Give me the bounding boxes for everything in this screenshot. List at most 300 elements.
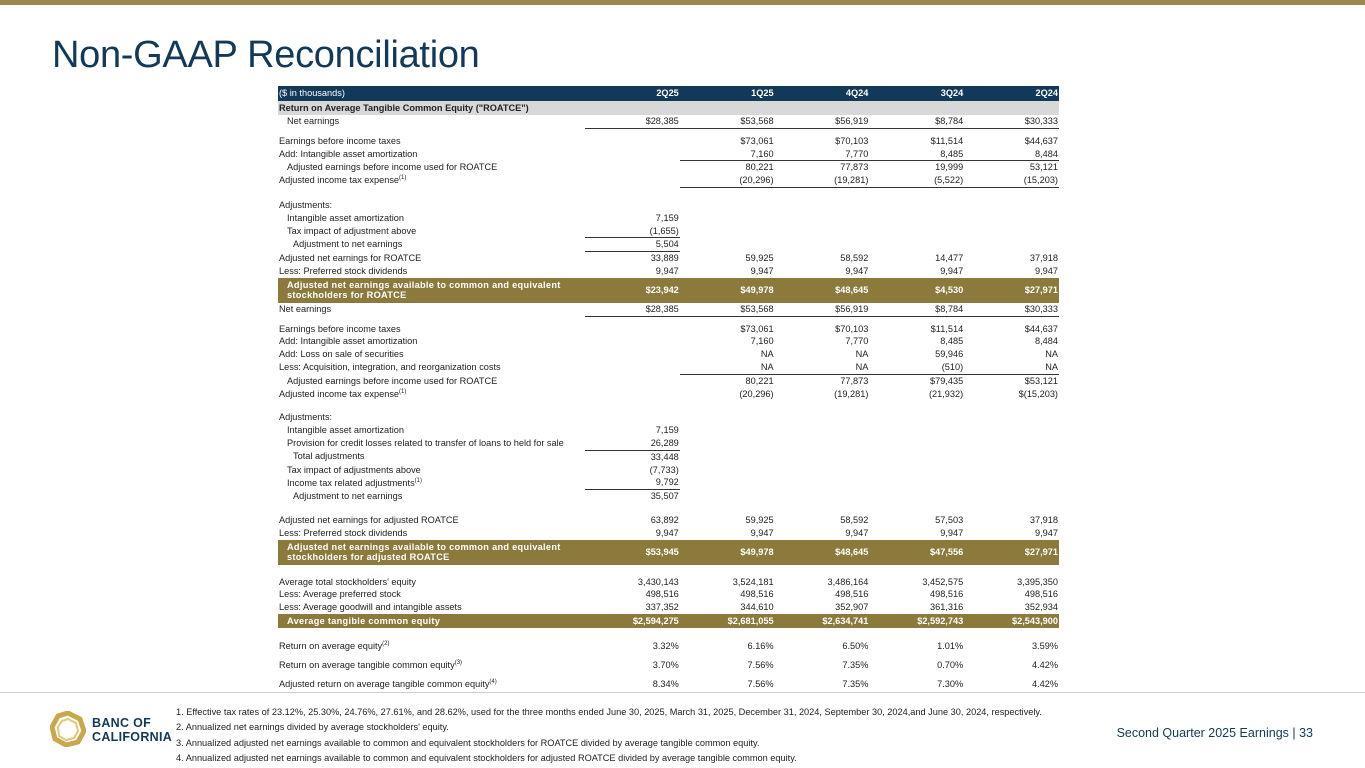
row-label-text: Adjustment to net earnings xyxy=(293,490,403,501)
table-cell xyxy=(964,424,1059,437)
table-row xyxy=(278,323,1059,336)
row-label-text: Return on average equity xyxy=(279,640,383,651)
units-label: ($ in thousands) xyxy=(278,86,585,101)
row-label-text: Adjusted net earnings for adjusted ROATCE xyxy=(279,514,459,525)
row-label xyxy=(278,252,585,265)
page-title: Non-GAAP Reconciliation xyxy=(52,34,480,76)
row-label xyxy=(278,265,585,278)
table-cell: $2,681,055 xyxy=(680,614,775,628)
table-cell: 33,448 xyxy=(650,451,679,462)
table-cell xyxy=(775,437,870,450)
table-cell xyxy=(775,490,870,503)
table-cell: $8,784 xyxy=(869,303,964,316)
table-cell: 9,947 xyxy=(750,527,774,538)
table-cell: 58,592 xyxy=(840,252,869,263)
table-row xyxy=(278,265,1059,278)
table-cell: 9,947 xyxy=(1035,527,1058,538)
table-cell: (15,203) xyxy=(964,174,1059,187)
table-cell xyxy=(585,388,680,401)
table-cell: $49,978 xyxy=(680,278,775,303)
logo-line1: BANC OF xyxy=(92,716,152,730)
table-cell: $23,942 xyxy=(585,278,680,303)
table-row xyxy=(278,411,1059,424)
footnote-ref: (1) xyxy=(399,388,407,395)
table-row xyxy=(278,527,1059,540)
table-cell xyxy=(869,490,964,503)
table-cell: (7,733) xyxy=(649,464,679,475)
table-row xyxy=(278,540,1059,565)
table-cell: 498,516 xyxy=(1024,589,1058,600)
table-cell xyxy=(869,476,964,489)
table-row xyxy=(278,161,1059,174)
row-label-text: Adjusted net earnings available to common and equivalent stockholders for adjusted ROATCE xyxy=(287,541,561,563)
table-cell: 3.32% xyxy=(652,640,679,651)
table-cell: $53,121 xyxy=(1024,375,1058,386)
table-cell: $53,568 xyxy=(680,303,775,316)
table-cell: 498,516 xyxy=(835,589,869,600)
row-label-text: Adjusted earnings before income used for ROATCE xyxy=(287,375,498,386)
table-cell: 19,999 xyxy=(935,162,964,173)
column-header: 2Q24 xyxy=(964,86,1059,101)
table-cell: NA xyxy=(775,361,870,374)
table-cell xyxy=(869,424,964,437)
table-cell: $4,530 xyxy=(869,278,964,303)
table-cell: 7,159 xyxy=(655,212,679,223)
row-label-text: Adjusted net earnings for ROATCE xyxy=(279,252,422,263)
table-row xyxy=(278,199,1059,212)
column-header: 4Q24 xyxy=(775,86,870,101)
table-cell: $48,645 xyxy=(775,540,870,565)
table-cell: 80,221 xyxy=(745,162,774,173)
table-cell: $73,061 xyxy=(740,323,774,334)
row-label xyxy=(278,637,585,656)
table-cell: $11,514 xyxy=(930,323,964,334)
table-cell: $56,919 xyxy=(775,303,870,316)
table-header-row xyxy=(278,86,1059,101)
table-cell: 7.56% xyxy=(747,678,774,689)
table-row xyxy=(278,252,1059,265)
table-cell: (20,296) xyxy=(739,388,774,399)
table-row xyxy=(278,135,1059,148)
table-row xyxy=(278,278,1059,303)
table-cell: $49,978 xyxy=(680,540,775,565)
section-title-row xyxy=(278,101,1059,115)
top-accent-bar xyxy=(0,0,1365,5)
table-cell: $27,971 xyxy=(964,278,1059,303)
table-cell: 0.70% xyxy=(937,659,964,670)
table-cell xyxy=(585,348,680,361)
table-cell xyxy=(964,212,1059,225)
table-cell: 9,947 xyxy=(750,265,774,276)
table-row xyxy=(278,565,1059,576)
row-label-text: Tax impact of adjustment above xyxy=(287,225,417,236)
footnote: 3. Annualized adjusted net earnings available to common and equivalent stockholders for ROATCE divided by average tangible common equity. xyxy=(176,737,760,748)
table-cell: $(15,203) xyxy=(1018,388,1058,399)
table-cell: 77,873 xyxy=(840,162,869,173)
row-label xyxy=(278,656,585,675)
table-cell: 4.42% xyxy=(1031,659,1058,670)
row-label xyxy=(278,514,585,527)
row-label xyxy=(278,540,585,565)
row-label-text: Earnings before income taxes xyxy=(279,135,401,146)
table-cell: $8,784 xyxy=(869,115,964,128)
row-label-text: Add: Intangible asset amortization xyxy=(279,148,418,159)
table-row xyxy=(278,450,1059,463)
table-cell: 498,516 xyxy=(929,589,964,600)
table-cell: 3,452,575 xyxy=(922,576,964,587)
table-cell xyxy=(869,464,964,477)
table-cell xyxy=(680,225,775,238)
table-cell: $2,594,275 xyxy=(585,614,680,628)
table-cell: NA xyxy=(964,361,1059,374)
row-label xyxy=(278,476,585,489)
row-label-text: Adjusted earnings before income used for ROATCE xyxy=(287,162,498,173)
footnote: 2. Annualized net earnings divided by average stockholders' equity. xyxy=(176,722,449,733)
table-cell: 7.56% xyxy=(747,659,774,670)
table-cell xyxy=(869,212,964,225)
table-cell: 1.01% xyxy=(937,640,964,651)
table-row xyxy=(278,514,1059,527)
row-label xyxy=(278,424,585,437)
table-cell xyxy=(775,225,870,238)
footer-divider xyxy=(0,692,1365,693)
table-row xyxy=(278,601,1059,614)
table-row xyxy=(278,335,1059,348)
row-label-text: Adjusted return on average tangible common equity xyxy=(279,678,490,689)
table-row xyxy=(278,400,1059,411)
table-cell: $11,514 xyxy=(930,135,964,146)
table-cell xyxy=(964,490,1059,503)
table-cell xyxy=(964,450,1059,463)
footnotes xyxy=(176,705,1042,766)
table-row xyxy=(278,148,1059,161)
table-cell: (19,281) xyxy=(775,174,870,187)
row-label xyxy=(278,374,585,387)
table-cell: 35,507 xyxy=(650,491,679,502)
row-label xyxy=(278,614,585,628)
row-label-text: Earnings before income taxes xyxy=(279,323,401,334)
table-row xyxy=(278,628,1059,637)
table-cell: 7.35% xyxy=(842,659,869,670)
table-cell: NA xyxy=(760,349,774,360)
table-cell: 14,477 xyxy=(935,252,964,263)
table-cell xyxy=(585,361,680,374)
table-cell xyxy=(775,238,870,252)
row-label xyxy=(278,527,585,540)
row-label xyxy=(278,303,585,316)
column-header: 3Q24 xyxy=(869,86,964,101)
table-cell: $48,645 xyxy=(775,278,870,303)
table-cell: $2,634,741 xyxy=(775,614,870,628)
bank-logo xyxy=(50,711,190,749)
table-cell: 9,947 xyxy=(940,527,964,538)
table-cell: 3.70% xyxy=(652,659,679,670)
table-row xyxy=(278,503,1059,514)
table-row xyxy=(278,374,1059,387)
table-cell: (21,932) xyxy=(928,388,964,399)
footnote-ref: (1) xyxy=(399,175,407,182)
table-cell xyxy=(869,437,964,450)
table-row xyxy=(278,348,1059,361)
column-header: 2Q25 xyxy=(585,86,680,101)
row-label xyxy=(278,212,585,225)
table-row xyxy=(278,656,1059,675)
table-cell: 59,925 xyxy=(745,252,774,263)
row-label-text: Net earnings xyxy=(287,116,340,127)
row-label xyxy=(278,323,585,336)
table-row xyxy=(278,490,1059,503)
row-label xyxy=(278,388,585,401)
row-label xyxy=(278,238,585,252)
row-label xyxy=(278,588,585,601)
table-cell: 59,925 xyxy=(745,514,774,525)
table-row xyxy=(278,115,1059,128)
reconciliation-table xyxy=(278,86,1059,694)
table-cell xyxy=(964,437,1059,450)
table-cell: 26,289 xyxy=(585,437,680,450)
table-cell: 7.35% xyxy=(842,678,869,689)
table-cell: $44,637 xyxy=(1024,323,1058,334)
table-cell xyxy=(680,424,775,437)
table-cell: 6.16% xyxy=(747,640,774,651)
row-label xyxy=(278,348,585,361)
row-label-text: Less: Acquisition, integration, and reorganization costs xyxy=(279,362,501,373)
row-label xyxy=(278,335,585,348)
table-cell xyxy=(680,490,775,503)
footnote: 4. Annualized adjusted net earnings available to common and equivalent stockholders for adjusted ROATCE divided by average tangible common equity. xyxy=(176,752,797,763)
table-cell: NA xyxy=(680,361,775,374)
table-cell: 5,504 xyxy=(585,238,680,252)
table-row xyxy=(278,588,1059,601)
table-cell: $79,435 xyxy=(929,375,964,386)
table-row xyxy=(278,476,1059,489)
table-cell: $28,385 xyxy=(585,303,680,316)
table-row xyxy=(278,361,1059,374)
table-cell: $53,945 xyxy=(585,540,680,565)
table-cell: 8,485 xyxy=(940,336,964,347)
row-label-text: Total adjustments xyxy=(293,451,365,462)
table-cell: $56,919 xyxy=(775,115,870,128)
table-cell: 9,947 xyxy=(845,265,869,276)
table-cell: 9,947 xyxy=(1035,265,1058,276)
footnote-ref: (2) xyxy=(382,640,390,647)
logo-line2: CALIFORNIA xyxy=(92,730,173,744)
row-label-text: Intangible asset amortization xyxy=(287,212,404,223)
table-cell xyxy=(775,464,870,477)
table-cell: $2,592,743 xyxy=(869,614,964,628)
table-cell: 53,121 xyxy=(1029,162,1058,173)
table-cell: 7,770 xyxy=(775,148,870,161)
table-cell: $30,333 xyxy=(964,303,1059,316)
table-cell: 80,221 xyxy=(745,375,774,386)
table-cell: 352,934 xyxy=(1024,602,1058,613)
table-cell xyxy=(964,476,1059,489)
table-cell xyxy=(775,424,870,437)
row-label-text: Tax impact of adjustments above xyxy=(287,464,421,475)
table-cell xyxy=(585,148,680,161)
table-row xyxy=(278,238,1059,252)
table-cell xyxy=(680,238,775,252)
row-label xyxy=(278,278,585,303)
table-cell: 8.34% xyxy=(652,678,679,689)
row-label xyxy=(278,174,585,187)
footnote-ref: (4) xyxy=(489,678,497,685)
footnote-ref: (1) xyxy=(414,477,423,484)
row-label-text: Income tax related adjustments xyxy=(287,477,415,488)
row-label-text: Adjustment to net earnings xyxy=(293,239,403,250)
row-label-text: Less: Average goodwill and intangible assets xyxy=(279,602,462,613)
table-cell: $53,568 xyxy=(680,115,775,128)
row-label xyxy=(278,437,585,450)
table-cell xyxy=(775,212,870,225)
table-cell: 3,395,350 xyxy=(1017,576,1058,587)
table-cell xyxy=(680,437,775,450)
table-cell xyxy=(680,476,775,489)
table-cell xyxy=(680,464,775,477)
table-cell: $70,103 xyxy=(835,323,869,334)
row-label xyxy=(278,148,585,161)
table-cell: 3,524,181 xyxy=(732,576,774,587)
row-label: Adjustments: xyxy=(279,199,333,210)
table-row xyxy=(278,212,1059,225)
table-cell: NA xyxy=(1045,349,1058,360)
row-label-text: Return on average tangible common equity xyxy=(279,659,455,670)
table-cell: 37,918 xyxy=(1029,252,1058,263)
table-cell: 4.42% xyxy=(1031,678,1058,689)
table-cell xyxy=(585,174,680,187)
table-cell: 8,484 xyxy=(1035,336,1058,347)
table-cell xyxy=(775,450,870,463)
table-cell: 77,873 xyxy=(840,375,869,386)
row-label-text: Net earnings xyxy=(279,304,332,315)
table-cell: (1,655) xyxy=(585,225,680,238)
table-row xyxy=(278,225,1059,238)
row-label xyxy=(278,576,585,589)
footnote-ref: (3) xyxy=(454,659,463,666)
row-label xyxy=(278,601,585,614)
table-cell xyxy=(964,225,1059,238)
table-cell: 9,792 xyxy=(585,476,680,489)
table-cell: 352,907 xyxy=(835,602,869,613)
row-label-text: Intangible asset amortization xyxy=(287,425,404,436)
table-row xyxy=(278,637,1059,656)
table-cell xyxy=(585,374,680,387)
table-cell: 9,947 xyxy=(655,527,679,538)
table-cell: 361,316 xyxy=(929,602,964,613)
table-cell: 3.59% xyxy=(1031,640,1058,651)
table-cell xyxy=(585,323,680,336)
table-cell: 8,484 xyxy=(964,148,1059,161)
table-row xyxy=(278,187,1059,199)
table-cell: 57,503 xyxy=(935,514,964,525)
row-label xyxy=(278,135,585,148)
table-cell: $2,543,900 xyxy=(964,614,1059,628)
row-label xyxy=(278,490,585,503)
table-row xyxy=(278,464,1059,477)
table-cell xyxy=(775,476,870,489)
table-cell: 7,160 xyxy=(750,336,774,347)
row-label: Adjustments: xyxy=(279,412,333,423)
table-cell: 9,947 xyxy=(845,527,869,538)
row-label-text: Adjusted net earnings available to common and equivalent stockholders for ROATCE xyxy=(287,279,561,301)
row-label xyxy=(278,161,585,174)
row-label xyxy=(278,450,585,463)
table-cell: $70,103 xyxy=(835,135,869,146)
table-cell xyxy=(869,225,964,238)
table-cell: 9,947 xyxy=(655,265,679,276)
table-row xyxy=(278,576,1059,589)
row-label xyxy=(278,225,585,238)
table-cell: $30,333 xyxy=(964,115,1059,128)
table-cell: 337,352 xyxy=(645,602,679,613)
table-cell: 7,159 xyxy=(655,425,679,436)
table-cell: $47,556 xyxy=(869,540,964,565)
table-cell: (510) xyxy=(869,361,964,374)
table-cell: $27,971 xyxy=(964,540,1059,565)
table-cell: 498,516 xyxy=(740,589,774,600)
row-label-text: Provision for credit losses related to transfer of loans to held for sale xyxy=(287,438,564,449)
table-cell: 7,160 xyxy=(680,148,775,161)
row-label-text: Average total stockholders' equity xyxy=(279,576,416,587)
row-label-text: Less: Average preferred stock xyxy=(279,589,401,600)
table-cell: $44,637 xyxy=(1024,135,1058,146)
table-cell xyxy=(585,335,680,348)
table-cell xyxy=(869,238,964,252)
row-label xyxy=(278,115,585,128)
row-label-text: Less: Preferred stock dividends xyxy=(279,265,408,276)
row-label xyxy=(278,361,585,374)
table-cell xyxy=(964,238,1059,252)
table-row xyxy=(278,174,1059,187)
table-cell: $73,061 xyxy=(740,135,774,146)
table-cell: 6.50% xyxy=(842,640,869,651)
row-label-text: Less: Preferred stock dividends xyxy=(279,527,408,538)
table-cell: 3,486,164 xyxy=(827,576,869,587)
table-row xyxy=(278,437,1059,450)
table-cell xyxy=(680,450,775,463)
table-cell: $28,385 xyxy=(585,115,680,128)
table-row xyxy=(278,303,1059,316)
table-cell: 7.30% xyxy=(937,678,964,689)
table-cell: 3,430,143 xyxy=(637,576,679,587)
table-cell: 344,610 xyxy=(740,602,774,613)
table-cell: 63,892 xyxy=(650,514,679,525)
table-cell xyxy=(585,161,680,174)
row-label-text: Adjusted income tax expense xyxy=(279,388,400,399)
table-cell xyxy=(680,212,775,225)
footnote: 1. Effective tax rates of 23.12%, 25.30%, 24.76%, 27.61%, and 28.62%, used for the three months ended June 30, 2025, March 31, 2025, December 31, 2024, September 30, 2024,and June 30, 2024, respectively. xyxy=(176,707,1042,717)
table-cell: 37,918 xyxy=(1029,514,1058,525)
table-cell: 8,485 xyxy=(869,148,964,161)
row-label-text: Average tangible common equity xyxy=(287,615,441,626)
table-cell: 59,946 xyxy=(935,349,964,360)
table-cell xyxy=(964,464,1059,477)
row-label-text: Add: Loss on sale of securities xyxy=(279,349,404,360)
table-cell: (20,296) xyxy=(680,174,775,187)
table-row xyxy=(278,614,1059,628)
row-label-text: Adjusted income tax expense xyxy=(279,175,400,186)
table-cell: 9,947 xyxy=(940,265,964,276)
table-cell: NA xyxy=(855,349,869,360)
table-cell: 58,592 xyxy=(840,514,869,525)
column-header: 1Q25 xyxy=(680,86,775,101)
table-cell: 33,889 xyxy=(650,253,679,264)
logo-mark-icon xyxy=(50,711,86,747)
section-title: Return on Average Tangible Common Equity ("ROATCE") xyxy=(278,101,1059,115)
table-cell: (19,281) xyxy=(834,388,869,399)
table-cell: 498,516 xyxy=(645,589,679,600)
table-cell xyxy=(585,135,680,148)
